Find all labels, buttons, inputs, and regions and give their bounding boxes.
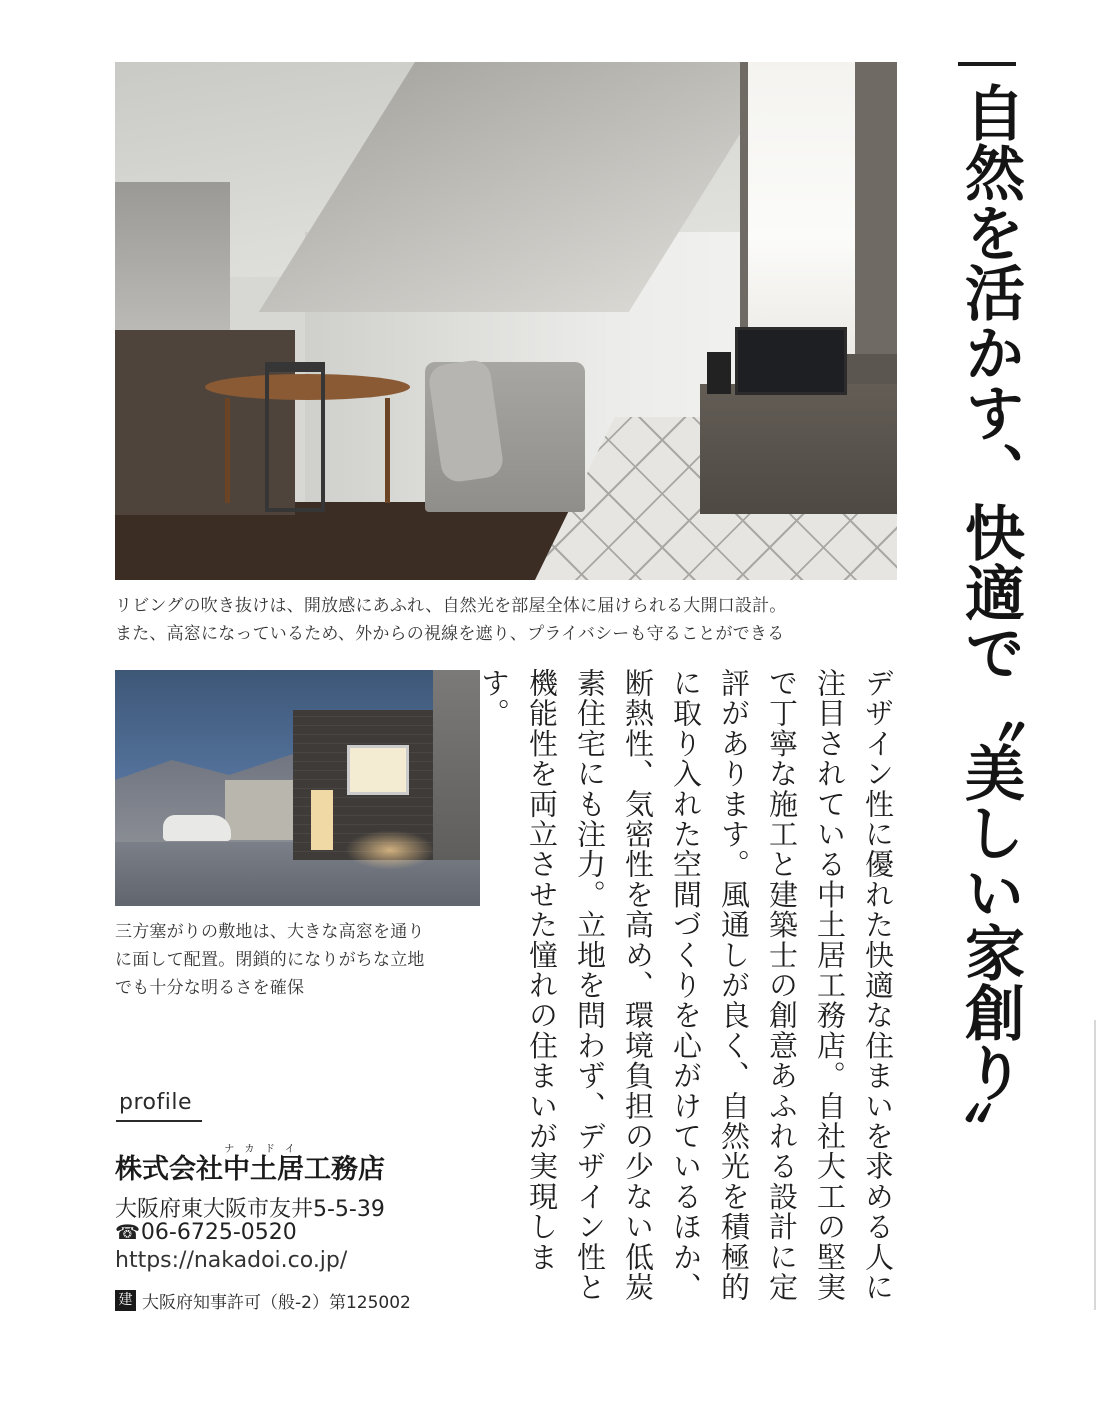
company-address: 大阪府東大阪市友井5-5-39 [115, 1197, 385, 1222]
article-body: デザイン性に優れた快適な住まいを求める人に注目されている中土居工務店。自社大工の堅実で丁寧な施工と建築士の創意あふれる設計に定評があります。風通しが良く、自然光を積極的に取り入れた空間づくりを心がけているほか、断熱性、気密性を高め、環境負担の少ない低炭素住宅にも注力。立地を問わず、デザイン性と機能性を両立させた憧れの住まいが実現します。 [477, 668, 895, 1303]
company-ruby-reading: ナカドイ [223, 1144, 304, 1155]
company-prefix: 株式会社 [115, 1154, 223, 1185]
company-name [115, 1144, 385, 1186]
living-room-caption [115, 592, 786, 648]
caption-line: でも十分な明るさを確保 [115, 978, 305, 998]
caption-line: に面して配置。閉鎖的になりがちな立地 [115, 950, 425, 970]
profile-label: profile [119, 1090, 192, 1115]
profile-underline [116, 1120, 202, 1122]
living-room-photo [115, 62, 897, 580]
phone-icon: ☎ [115, 1220, 140, 1244]
caption-line: また、高窓になっているため、外からの視線を遮り、プライバシーも守ることができる [115, 624, 785, 644]
license-text: 大阪府知事許可（般-2）第125002 [142, 1293, 411, 1313]
caption-line: 三方塞がりの敷地は、大きな高窓を通り [115, 922, 425, 942]
phone-number: 06-6725-0520 [140, 1220, 297, 1245]
company-phone[interactable] [115, 1220, 297, 1245]
headline-rule [958, 62, 1016, 66]
company-website-link[interactable]: https://nakadoi.co.jp/ [115, 1248, 348, 1273]
page-edge-divider [1094, 1020, 1096, 1310]
company-ruby-base: 中土居 [223, 1154, 304, 1185]
headline: 自然を活かす、快適で〝美しい家創り〟 [955, 82, 1025, 1162]
caption-line: リビングの吹き抜けは、開放感にあふれ、自然光を部屋全体に届けられる大開口設計。 [115, 596, 787, 616]
license-info [115, 1288, 411, 1313]
company-ruby [223, 1144, 304, 1185]
company-suffix: 工務店 [304, 1154, 385, 1185]
exterior-photo [115, 670, 480, 906]
construction-license-icon: 建 [115, 1290, 136, 1311]
exterior-caption [115, 918, 425, 1002]
